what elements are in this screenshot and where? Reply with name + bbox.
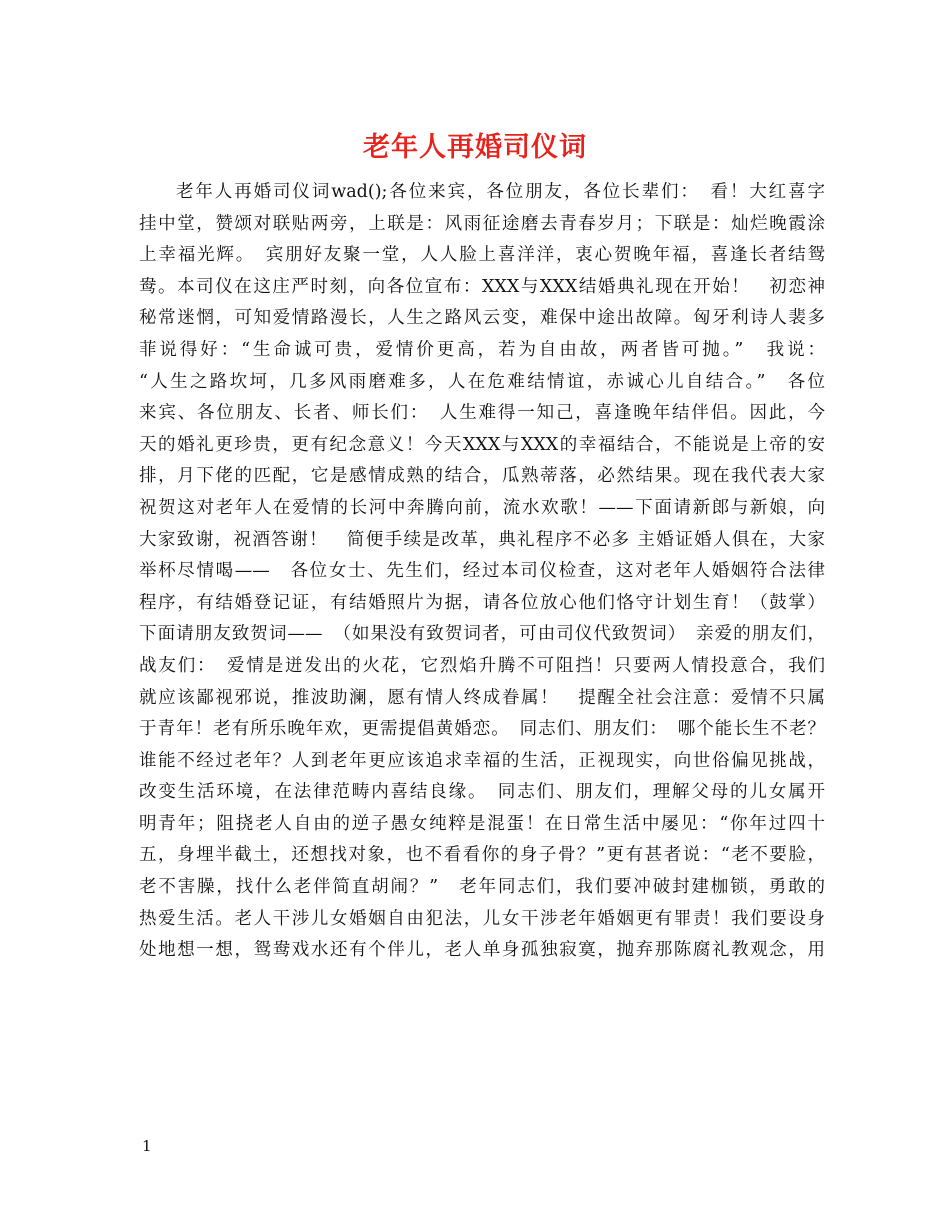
body-line: 程序，有结婚登记证，有结婚照片为据，请各位放心他们恪守计划生育！（鼓掌） (139, 592, 825, 613)
body-line: 战友们： 爱情是迸发出的火花，它烈焰升腾不可阻挡！只要两人情投意合，我们 (139, 655, 825, 676)
page-number: 1 (142, 1137, 152, 1155)
body-line: 热爱生活。老人干涉儿女婚姻自由犯法，儿女干涉老年婚姻更有罪责！我们要设身 (139, 908, 825, 929)
body-line: 天的婚礼更珍贵，更有纪念意义！今天XXX与XXX的幸福结合，不能说是上帝的安 (139, 434, 825, 455)
body-line: 处地想一想，鸳鸯戏水还有个伴儿，老人单身孤独寂寞，抛弃那陈腐礼教观念，用 (139, 940, 825, 961)
body-line: 鸯。本司仪在这庄严时刻，向各位宣布：XXX与XXX结婚典礼现在开始！ 初恋神 (139, 276, 825, 297)
body-line: 举杯尽情喝—— 各位女士、先生们，经过本司仪检查，这对老年人婚姻符合法律 (139, 561, 825, 582)
body-line: 菲说得好：“生命诚可贵，爱情价更高，若为自由故，两者皆可抛。” 我说： (139, 339, 825, 360)
body-line: 改变生活环境，在法律范畴内喜结良缘。 同志们、朋友们，理解父母的儿女属开 (139, 782, 825, 803)
body-line: 谁能不经过老年？人到老年更应该追求幸福的生活，正视现实，向世俗偏见挑战， (139, 750, 825, 771)
body-line: 老不害臊，找什么老伴简直胡闹？” 老年同志们，我们要冲破封建枷锁，勇敢的 (139, 877, 825, 898)
body-line: 就应该鄙视邪说，推波助澜，愿有情人终成眷属！ 提醒全社会注意：爱情不只属 (139, 687, 825, 708)
body-line: 五，身埋半截土，还想找对象，也不看看你的身子骨？”更有甚者说：“老不要脸， (139, 845, 825, 866)
body-line: 挂中堂，赞颂对联贴两旁，上联是：风雨征途磨去青春岁月；下联是：灿烂晚霞涂 (139, 213, 825, 234)
body-line: 明青年；阻挠老人自由的逆子愚女纯粹是混蛋！在日常生活中屡见：“你年过四十 (139, 813, 825, 834)
body-line: 秘常迷惘，可知爱情路漫长，人生之路风云变，难保中途出故障。匈牙利诗人裴多 (139, 308, 825, 329)
body-line: 排，月下佬的匹配，它是感情成熟的结合，瓜熟蒂落，必然结果。现在我代表大家 (139, 466, 825, 487)
body-line: 于青年！老有所乐晚年欢，更需提倡黄婚恋。 同志们、朋友们： 哪个能长生不老？ (139, 719, 825, 740)
body-line: 来宾、各位朋友、长者、师长们： 人生难得一知己，喜逢晚年结伴侣。因此，今 (139, 403, 825, 424)
body-line: 祝贺这对老年人在爱情的长河中奔腾向前，流水欢歌！——下面请新郎与新娘，向 (139, 497, 825, 518)
document-body (139, 177, 825, 967)
body-line: 下面请朋友致贺词—— （如果没有致贺词者，可由司仪代致贺词） 亲爱的朋友们， (139, 624, 825, 645)
body-line: 老年人再婚司仪词wad();各位来宾，各位朋友，各位长辈们： 看！大红喜字 (176, 182, 825, 202)
body-line: 上幸福光辉。 宾朋好友聚一堂，人人脸上喜洋洋，衷心贺晚年福，喜逢长者结鸳 (139, 245, 825, 266)
body-line: 大家致谢，祝酒答谢！ 简便手续是改革，典礼程序不必多 主婚证婚人俱在，大家 (139, 529, 825, 550)
document-title: 老年人再婚司仪词 (363, 132, 587, 163)
body-line: “人生之路坎坷，几多风雨磨难多，人在危难结情谊，赤诚心儿自结合。” 各位 (139, 371, 825, 392)
